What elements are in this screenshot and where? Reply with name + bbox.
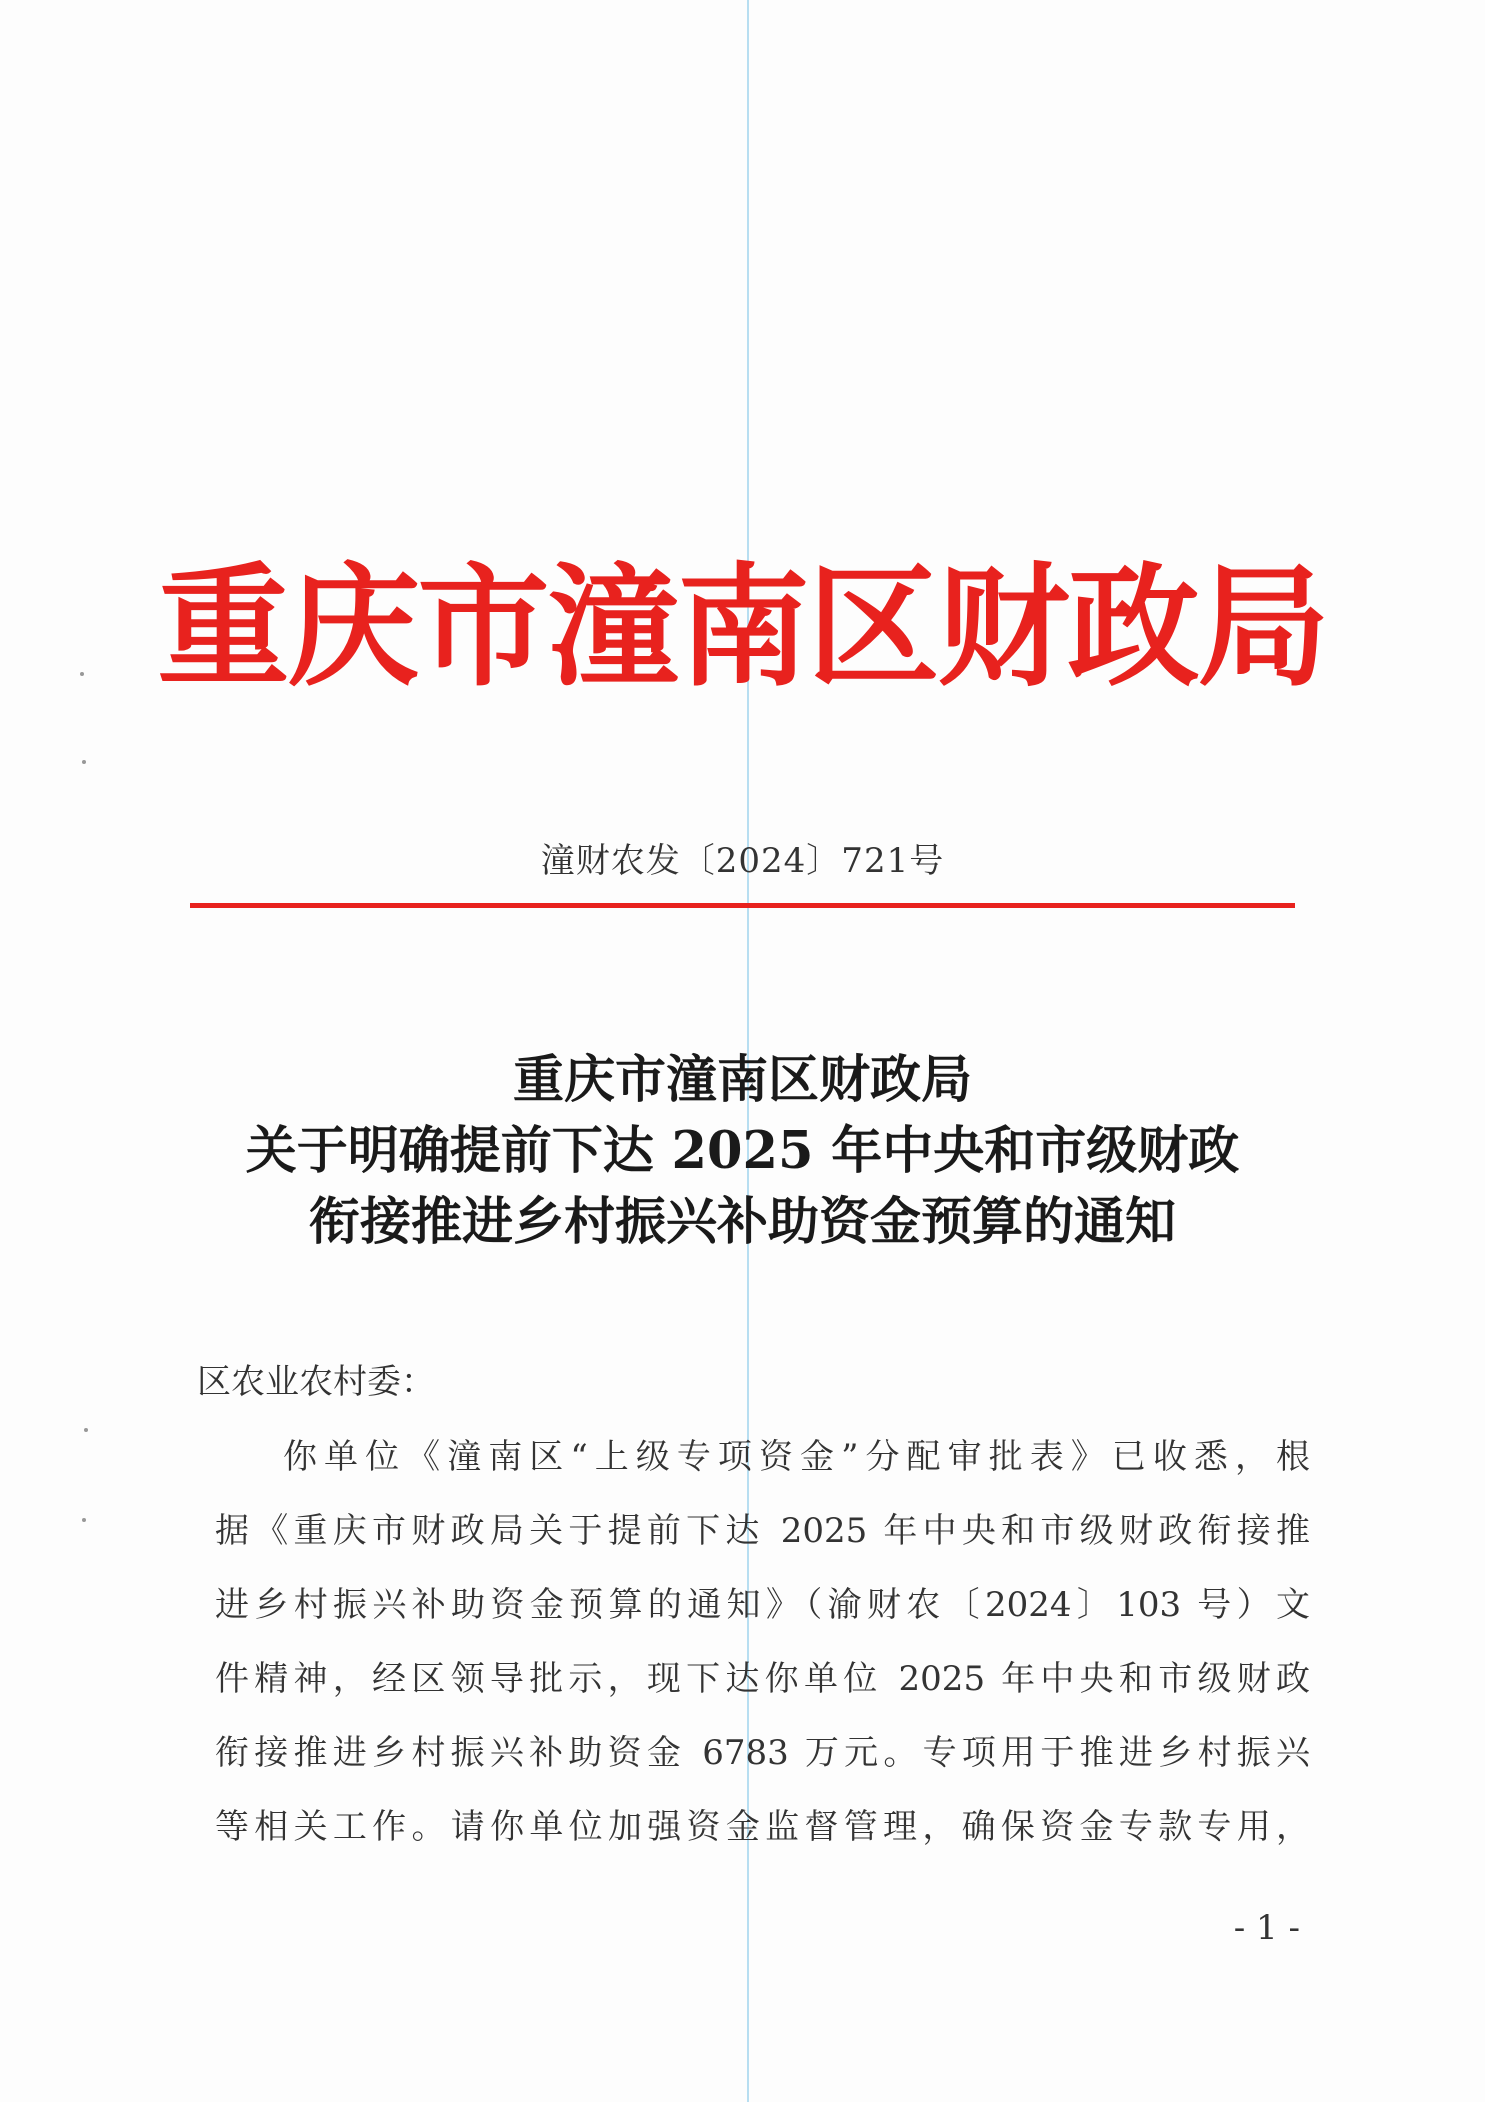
scan-speck — [82, 1518, 86, 1522]
body-line: 据《重庆市财政局关于提前下达 2025 年中央和市级财政衔接推 — [215, 1511, 1310, 1551]
body-line: 等相关工作。请你单位加强资金监督管理，确保资金专款专用， — [215, 1807, 1310, 1847]
body-line: 衔接推进乡村振兴补助资金 6783 万元。专项用于推进乡村振兴 — [215, 1733, 1310, 1773]
title-line: 关于明确提前下达 2025 年中央和市级财政 — [245, 1121, 1240, 1181]
document-title — [150, 1045, 1335, 1258]
salutation: 区农业农村委： — [197, 1362, 435, 1402]
body-line: 你单位《潼南区“上级专项资金”分配审批表》已收悉，根 — [283, 1437, 1310, 1477]
document-number: 潼财农发〔2024〕721号 — [540, 841, 945, 881]
agency-header: 重庆市潼南区财政局 — [157, 550, 1328, 705]
red-separator-rule — [190, 903, 1295, 908]
title-line: 衔接推进乡村振兴补助资金预算的通知 — [308, 1192, 1176, 1252]
scan-speck — [82, 760, 86, 764]
scan-speck — [84, 1428, 88, 1432]
body-line: 件精神，经区领导批示，现下达你单位 2025 年中央和市级财政 — [215, 1659, 1310, 1699]
body-line: 进乡村振兴补助资金预算的通知》（渝财农〔2024〕103 号）文 — [215, 1585, 1310, 1625]
page-number: - 1 - — [1233, 1908, 1300, 1948]
title-line: 重庆市潼南区财政局 — [512, 1050, 972, 1110]
body-text — [215, 1420, 1310, 1864]
